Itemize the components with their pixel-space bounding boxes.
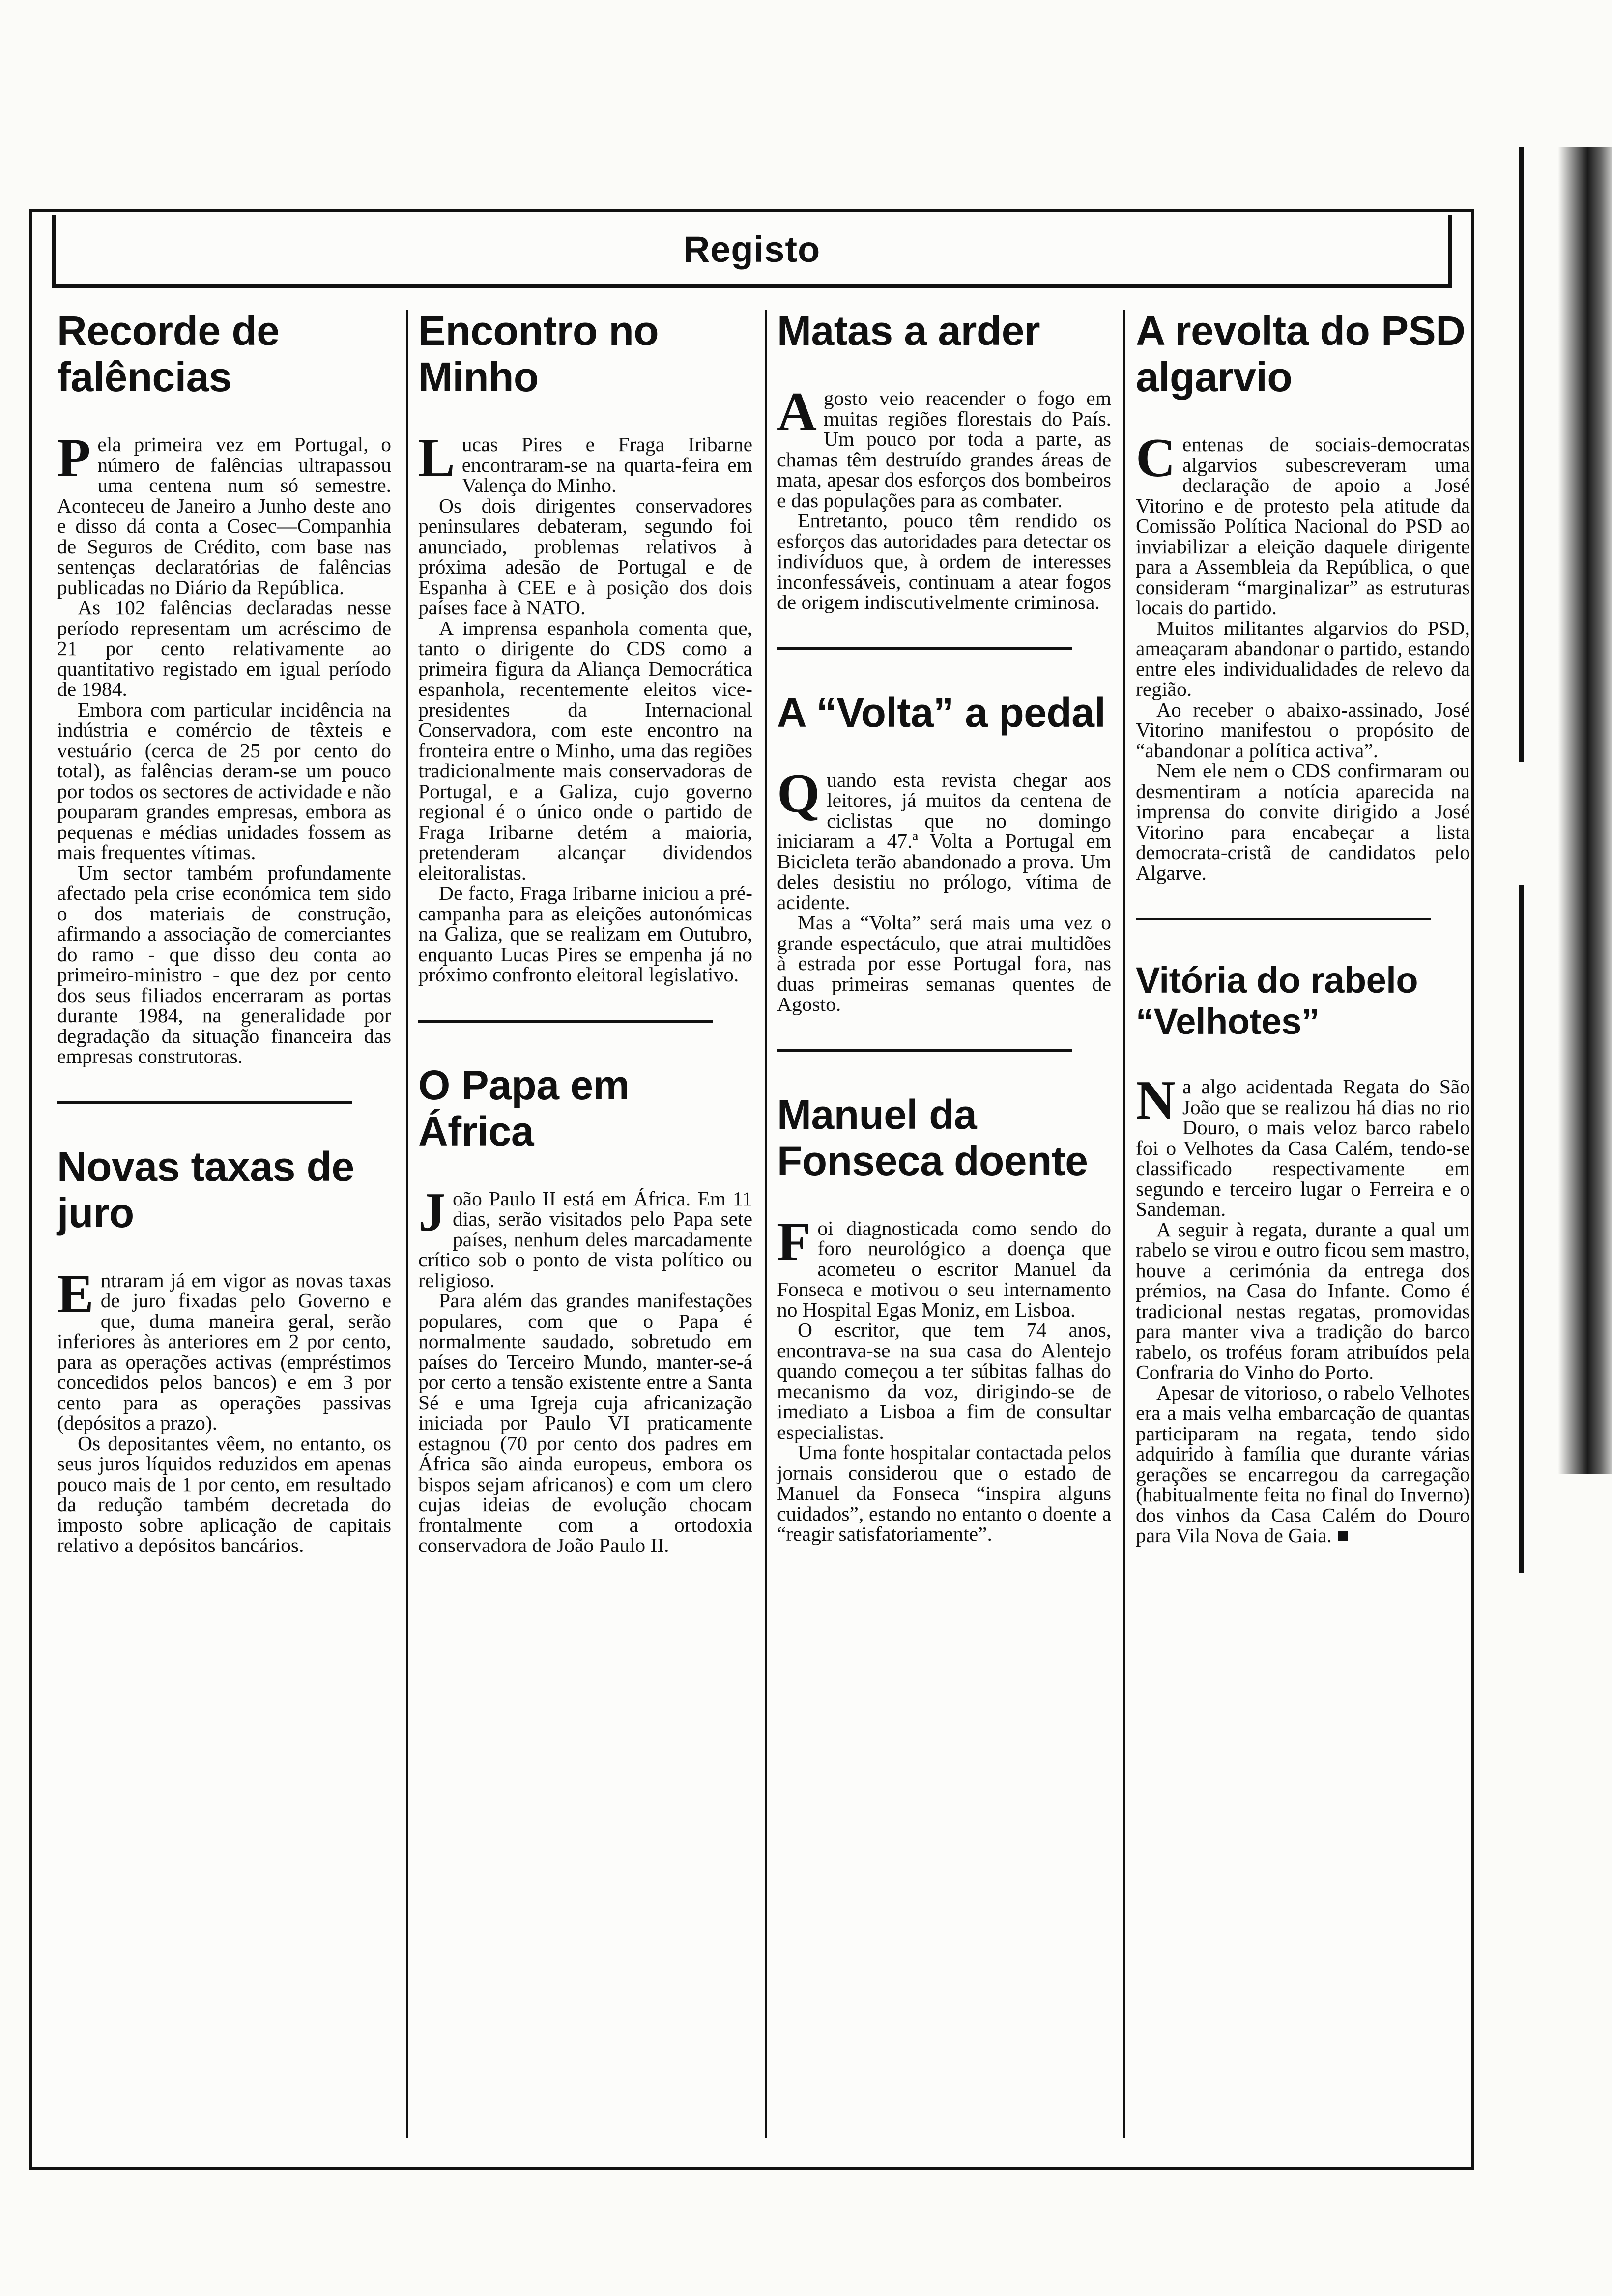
- page-frame: [29, 209, 1474, 2170]
- dropcap: N: [1136, 1070, 1176, 1131]
- paragraph-text: a algo acidentada Regata do São João que se realizou há dias no rio Douro, o mais veloz barco rabelo foi o Velhotes da Casa Calém, tendo-se classificado respectivamente em segundo e terceiro lugar o Ferreira e o Sandeman.: [1136, 1075, 1470, 1220]
- end-mark: ■: [1337, 1524, 1350, 1547]
- dropcap: L: [418, 428, 455, 488]
- dropcap: A: [777, 381, 817, 442]
- article-taxas: [57, 1144, 391, 1556]
- headline-psd: A revolta do PSD algarvio: [1136, 308, 1466, 400]
- headline-papa: O Papa em África: [418, 1062, 630, 1154]
- article-paragraph: A seguir à regata, durante a qual um rabelo se virou e outro ficou sem mastro, houve a cerimónia da entrega dos prémios, na Casa do Infante. Como é tradicional nestas regatas, promovidas para manter viva a tradição do barco rabelo, os troféus foram atribuídos pela Confraria do Vinho do Porto.: [1136, 1218, 1470, 1383]
- article-papa: [418, 1062, 752, 1556]
- dropcap: Q: [777, 763, 820, 824]
- article-volta: [777, 689, 1111, 1015]
- article-paragraph: Mas a “Volta” será mais uma vez o grande espectáculo, que atrai multidões à estrada por esse Portugal fora, nas duas primeiras semanas quentes de Agosto.: [777, 911, 1111, 1015]
- headline-taxas: Novas taxas de juro: [57, 1143, 354, 1236]
- article-paragraph: Muitos militantes algarvios do PSD, ameaçaram abandonar o partido, estando entre eles individualidades de relevo da região.: [1136, 616, 1470, 700]
- dropcap: J: [418, 1181, 446, 1243]
- article-paragraph: O escritor, que tem 74 anos, encontrava-se na sua casa do Alentejo quando começou a ter súbitas falhas do mecanismo da voz, dirigindo-se de imediato a Lisboa a fim de consultar especialistas.: [777, 1319, 1111, 1443]
- article-paragraph: [57, 1263, 391, 1434]
- headline-rabelo: Vitória do rabelo “Velhotes”: [1136, 960, 1418, 1042]
- column-divider: [406, 310, 408, 2138]
- dropcap: C: [1136, 428, 1176, 488]
- scan-edge-shadow: [1558, 147, 1612, 1474]
- article-paragraph: Ao receber o abaixo-assinado, José Vitorino manifestou o propósito de “abandonar a política activa”.: [1136, 698, 1470, 762]
- paragraph-text: gosto veio reacender o fogo em muitas regiões florestais do País. Um pouco por toda a parte, as chamas têm destruído grandes áreas de mata, apesar dos esforços dos bombeiros e das populações para as combater.: [777, 387, 1111, 512]
- column-divider: [1123, 310, 1125, 2138]
- article-paragraph: Embora com particular incidência na indústria e comércio de têxteis e vestuário (cerca de 25 por cento do total), as falências deram-se um pouco por todos os sectores de actividade e não pouparam grandes empresas, embora as pequenas e médias unidades fossem as mais frequentes vítimas.: [57, 698, 391, 863]
- article-rabelo: [1136, 960, 1470, 1546]
- article-paragraph: Para além das grandes manifestações populares, com que o Papa é normalmente saudado, sobretudo em países do Terceiro Mundo, manter-se-á por certo a tensão existente entre a Santa Sé e uma Igreja cuja africanização iniciada por Paulo VI praticamente estagnou (70 por cento dos padres em África são ainda europeus, embora os bispos sejam africanos) e com um clero cujas ideias de evolução chocam frontalmente com a ortodoxia conservadora de João Paulo II.: [418, 1289, 752, 1556]
- article-paragraph: [1136, 1070, 1470, 1220]
- article-paragraph: [777, 763, 1111, 914]
- paragraph-text: oão Paulo II está em África. Em 11 dias, serão visitados pelo Papa sete países, nenhum deles marcadamente crítico sob o ponto de vista político ou religioso.: [418, 1187, 752, 1292]
- scan-edge-rule: [1519, 147, 1524, 762]
- article-divider: [57, 1101, 352, 1104]
- article-paragraph: Nem ele nem o CDS confirmaram ou desmentiram a notícia aparecida na imprensa do convite dirigido a José Vitorino para encabeçar a lista democrata-cristã de candidatos pelo Algarve.: [1136, 759, 1470, 884]
- column-4: [1136, 308, 1470, 1546]
- dropcap: P: [57, 428, 91, 488]
- article-psd: [1136, 308, 1470, 883]
- article-paragraph: Uma fonte hospitalar contactada pelos jornais considerou que o estado de Manuel da Fonseca “inspira alguns cuidados”, estando no entanto o doente a “reagir satisfatoriamente”.: [777, 1441, 1111, 1545]
- column-divider: [765, 310, 767, 2138]
- paragraph-text: uando esta revista chegar aos leitores, já muitos da centena de ciclistas que no domingo iniciaram a 47.ª Volta a Portugal em Bicicleta terão abandonado a prova. Um deles desistiu no prólogo, vítima de acidente.: [777, 768, 1111, 914]
- article-paragraph: Os depositantes vêem, no entanto, os seus juros líquidos reduzidos em apenas pouco mais de 1 por cento, em resultado da redução também decretada do imposto sobre aplicação de capitais relativo a depósitos bancários.: [57, 1432, 391, 1556]
- headline-matas: Matas a arder: [777, 308, 1040, 354]
- paragraph-text: Apesar de vitorioso, o rabelo Velhotes era a mais velha embarcação de quantas participaram na regata, tendo sido adquirido à família que durante várias gerações se encarregou da carregação (habitualmente feita no final do Inverno) dos vinhos da Casa Calém do Douro para Vila Nova de Gaia.: [1136, 1381, 1470, 1547]
- column-3: [777, 308, 1111, 1545]
- dropcap: E: [57, 1263, 94, 1324]
- article-fonseca: [777, 1091, 1111, 1545]
- article-divider: [1136, 918, 1431, 920]
- article-encontro: [418, 308, 752, 985]
- headline-encontro: Encontro no Minho: [418, 308, 659, 400]
- paragraph-text: ntraram já em vigor as novas taxas de juro fixadas pelo Governo e que, duma maneira geral, serão inferiores às anteriores em 2 por cento, para as operações activas (empréstimos concedidos pelos bancos) e em 3 por cento para as operações passivas (depósitos a prazo).: [57, 1268, 391, 1434]
- article-paragraph: [1136, 1383, 1470, 1546]
- article-paragraph: [1136, 428, 1470, 619]
- paragraph-text: ucas Pires e Fraga Iribarne encontraram-se na quarta-feira em Valença do Minho.: [461, 433, 752, 496]
- article-divider: [777, 647, 1072, 650]
- section-title: Registo: [683, 229, 821, 270]
- paragraph-text: oi diagnosticada como sendo do foro neurológico a doença que acometeu o escritor Manuel da Fonseca e motivou o seu internamento no Hospital Egas Moniz, em Lisboa.: [777, 1216, 1111, 1321]
- section-header: [52, 215, 1452, 288]
- article-paragraph: [777, 1211, 1111, 1321]
- paragraph-text: entenas de sociais-democratas algarvios subescreveram uma declaração de apoio a José Vitorino e de protesto pela atitude da Comissão Política Nacional do PSD ao inviabilizar a eleição daquele dirigente para a Assembleia da República, o que consideram “marginalizar” as estruturas locais do partido.: [1136, 433, 1470, 619]
- headline-fonseca: Manuel da Fonseca doente: [777, 1091, 1088, 1184]
- article-divider: [777, 1049, 1072, 1052]
- article-paragraph: [57, 428, 391, 599]
- article-paragraph: Entretanto, pouco têm rendido os esforços das autoridades para detectar os indivíduos que, à ordem de interesses inconfessáveis, continuam a atear fogos de origem indiscutivelmente criminosa.: [777, 509, 1111, 613]
- article-paragraph: [777, 381, 1111, 512]
- paragraph-text: ela primeira vez em Portugal, o número de falências ultrapassou uma centena num só semestre. Aconteceu de Janeiro a Junho deste ano e disso dá conta a Cosec—Companhia de Seguros de Crédito, com base nas sentenças declaratórias de falências publicadas no Diário da República.: [57, 433, 391, 599]
- dropcap: F: [777, 1211, 811, 1272]
- article-paragraph: Os dois dirigentes conservadores peninsulares debateram, segundo foi anunciado, problemas relativos à próxima adesão de Portugal e de Espanha à CEE e à posição dos dois países face à NATO.: [418, 494, 752, 619]
- headline-volta: A “Volta” a pedal: [777, 689, 1106, 736]
- column-1: [57, 308, 391, 1556]
- headline-recorde: Recorde de falências: [57, 308, 280, 400]
- article-matas: [777, 308, 1111, 613]
- column-2: [418, 308, 752, 1556]
- article-paragraph: De facto, Fraga Iribarne iniciou a pré-campanha para as eleições autonómicas na Galiza, que se realizam em Outubro, enquanto Lucas Pires se empenha já no próximo confronto eleitoral legislativo.: [418, 882, 752, 986]
- article-paragraph: As 102 falências declaradas nesse período representam um acréscimo de 21 por cento relativamente ao quantitativo registado em igual período de 1984.: [57, 596, 391, 700]
- article-paragraph: [418, 1181, 752, 1292]
- article-paragraph: A imprensa espanhola comenta que, tanto o dirigente do CDS como a primeira figura da Aliança Democrática espanhola, recentemente eleitos vice-presidentes da Internacional Conservadora, com este encontro na fronteira entre o Minho, uma das regiões tradicionalmente mais conservadoras de Portugal, e a Galiza, cujo governo regional é o único onde o partido de Fraga Iribarne detém a maioria, pretenderam alcançar dividendos eleitoralistas.: [418, 616, 752, 884]
- article-paragraph: [418, 428, 752, 496]
- scan-edge-rule-lower: [1519, 885, 1524, 1573]
- article-paragraph: Um sector também profundamente afectado pela crise económica tem sido o dos materiais de construção, afirmando a associação de comerciantes do ramo - que disso deu conta ao primeiro-ministro - que dez por cento dos seus filiados encerraram as portas durante 1984, na generalidade por degradação da situação financeira das empresas construtoras.: [57, 861, 391, 1067]
- article-divider: [418, 1020, 713, 1023]
- article-recorde: [57, 308, 391, 1067]
